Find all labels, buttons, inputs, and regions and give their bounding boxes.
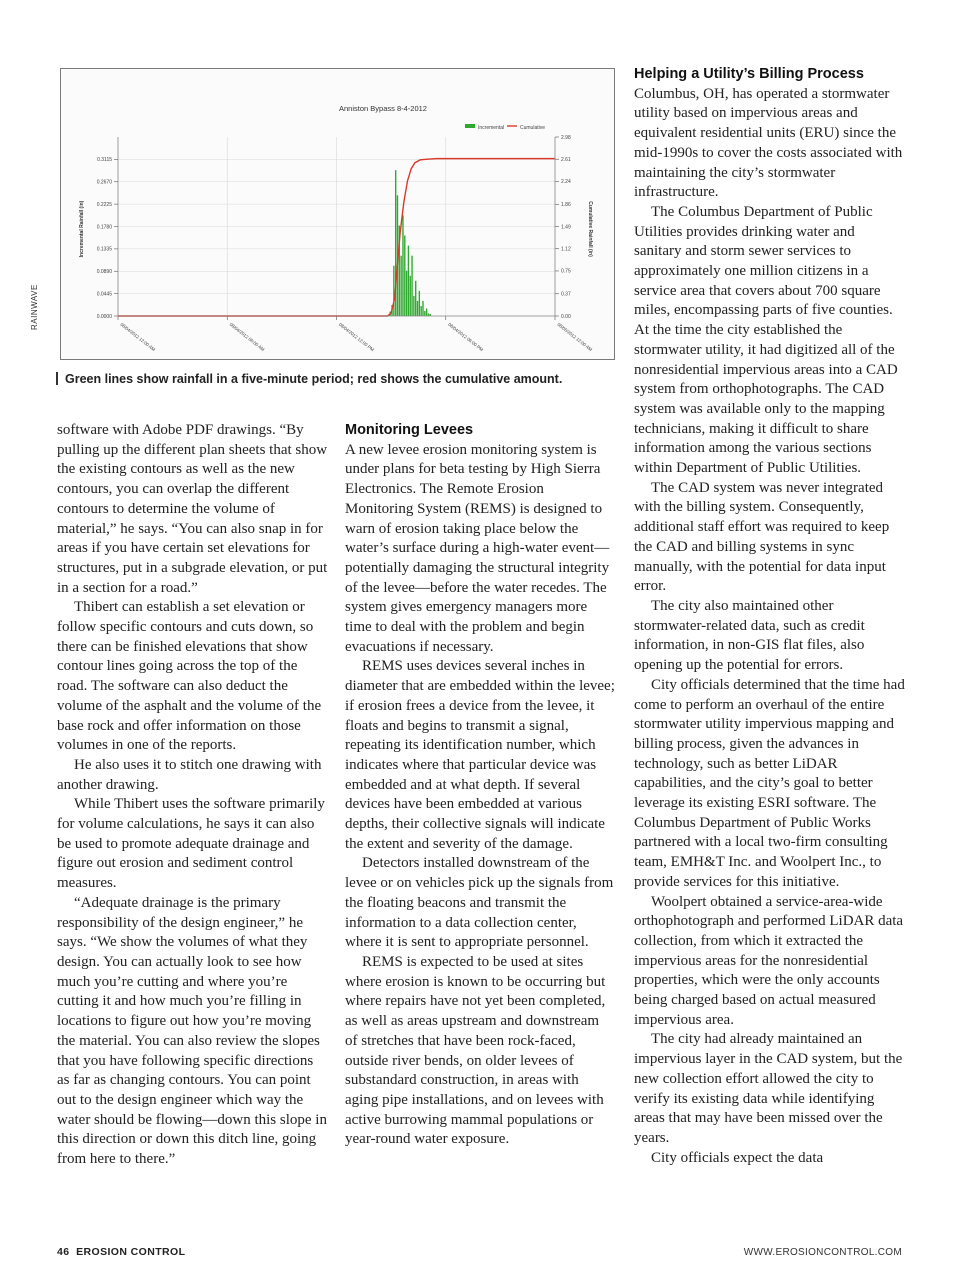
y2-tick-label: 0.75 bbox=[561, 268, 571, 275]
rainfall-bar bbox=[422, 301, 423, 316]
chart-legend bbox=[465, 124, 545, 131]
paragraph: REMS uses devices several inches in diameter that are embedded within the levee; if erosion frees a device from the levee, it floats and begins to transmit a signal, repeating its identification number, which indicates where that particular device was embedded and at what depth. If several devices have been embedded at various depths, their collective signals will indicate the extent and severity of the damage. bbox=[345, 658, 615, 852]
paragraph: The city also maintained other stormwater-related data, such as credit information, in non-GIS flat files, also opening up the potential for errors. bbox=[634, 597, 865, 674]
paragraph: Woolpert obtained a service-area-wide orthophotograph and performed LiDAR data collection, from which it extracted the impervious areas for the nonresidential properties, which were the only accounts being charged based on actual measured impervious area. bbox=[634, 893, 904, 1028]
y2-tick-label: 0.37 bbox=[561, 291, 571, 298]
paragraph: Columbus, OH, has operated a stormwater utility based on impervious areas and equivalent residential units (ERU) since the mid-1990s to cover the costs associated with maintaining the city’s stormwater infrastructure. bbox=[634, 85, 903, 201]
figure-caption bbox=[56, 372, 562, 386]
rainfall-bar bbox=[410, 276, 411, 316]
x-axis-ticks bbox=[118, 313, 594, 353]
chart-canvas bbox=[61, 69, 613, 358]
x-tick-label: 08/04/2012 06:00 AM bbox=[228, 321, 266, 353]
rainfall-bar bbox=[420, 306, 421, 316]
rainfall-bar bbox=[408, 246, 409, 316]
y-axis-ticks bbox=[97, 157, 118, 320]
rainfall-bar bbox=[402, 215, 403, 316]
y2-tick-label: 0.00 bbox=[561, 313, 571, 320]
chart-grid bbox=[118, 137, 555, 316]
magazine-name: EROSION CONTROL bbox=[76, 1246, 186, 1258]
paragraph: Detectors installed downstream of the levee or on vehicles pick up the signals from the floating beacons and transmit the information to a data collection center, where it is sent to appropriate personnel. bbox=[345, 855, 614, 951]
rainfall-bar bbox=[413, 296, 414, 316]
rainfall-bar bbox=[404, 236, 405, 316]
chart-title: Anniston Bypass 8-4-2012 bbox=[339, 104, 427, 113]
y-tick-label: 0.1780 bbox=[96, 224, 112, 231]
x-tick-label: 08/04/2012 06:00 PM bbox=[447, 321, 485, 353]
rainfall-bar bbox=[426, 308, 427, 316]
paragraph: City officials determined that the time had come to perform an overhaul of the entire stormwater utility impervious mapping and billing process, given the advances in technology, such as better LiDAR capabilities, and the city’s goal to better leverage its existing ESRI software. The Columbus Department of Public Works partnered with a local two-firm consulting team, EMH&T Inc. and Woolpert Inc., to provide services for this initiative. bbox=[634, 676, 905, 890]
rainfall-bar bbox=[411, 256, 412, 316]
page-number: 46 bbox=[57, 1246, 70, 1258]
paragraph: The Columbus Department of Public Utilities provides drinking water and sanitary and storm sewer services to approximately one million citizens in a service area that covers about 700 square miles, encompassing parts of five counties. At the time the city established the stormwater utility, it had digitized all of the nonresidential impervious areas into a CAD system from orthophotographs. The CAD system was available only to the mapping technicians, making it difficult to share information among the various sections within Department of Public Utilities. bbox=[634, 203, 898, 477]
paragraph: While Thibert uses the software primarily for volume calculations, he says it can also be used to promote adequate drainage and figure out erosion and sediment control measures. bbox=[57, 796, 325, 892]
incremental-bars bbox=[388, 170, 431, 316]
paragraph: The CAD system was never integrated with the billing system. Consequently, additional staff effort was required to keep the CAD and billing systems in sync manually, with the potential for data input error. bbox=[634, 479, 890, 595]
y-axis-label: Incremental Rainfall (in) bbox=[79, 200, 85, 258]
x-tick-label: 08/04/2012 12:00 PM bbox=[337, 321, 375, 353]
legend-swatch-incremental bbox=[465, 124, 475, 128]
rainfall-bar bbox=[400, 256, 401, 316]
section-heading-billing-process: Helping a Utility’s Billing Process bbox=[634, 66, 864, 82]
y2-tick-label: 1.49 bbox=[561, 224, 571, 231]
y2-tick-label: 2.24 bbox=[561, 179, 571, 186]
article-column-1 bbox=[57, 421, 329, 1170]
y-tick-label: 0.0000 bbox=[96, 313, 112, 320]
rainfall-bar bbox=[393, 266, 394, 316]
photo-credit: RAINWAVE bbox=[30, 284, 39, 330]
x-tick-label: 08/04/2012 12:00 AM bbox=[119, 321, 157, 353]
y2-tick-label: 2.61 bbox=[561, 157, 571, 164]
y2-axis-label: Cumulative Rainfall (in) bbox=[587, 201, 593, 257]
caption-text: Green lines show rainfall in a five-minute period; red shows the cumulative amount. bbox=[65, 372, 563, 386]
caption-bar bbox=[56, 372, 58, 385]
y-tick-label: 0.0890 bbox=[96, 269, 112, 276]
paragraph: The city had already maintained an impervious layer in the CAD system, but the new collection effort allowed the city to verify its existing data while identifying areas that may have been missed over the years. bbox=[634, 1031, 903, 1146]
article-column-2 bbox=[345, 421, 615, 1150]
paragraph: A new levee erosion monitoring system is under plans for beta testing by High Sierra Electronics. The Remote Erosion Monitoring System (REMS) is designed to warn of erosion taking place below the water’s surface during a high-water event—potentially damaging the structural integrity of the levee—before the water recedes. The system gives emergency managers more time to deal with the problem and begin evacuations if necessary. bbox=[345, 441, 610, 655]
paragraph: He also uses it to stitch one drawing with another drawing. bbox=[57, 756, 322, 793]
paragraph: software with Adobe PDF drawings. “By pulling up the different plan sheets that show the existing contours as well as the new contours, you can overlap the different contours to determine the volume of material,” he says. “You can also snap in for areas if you have certain set elevations for structures, put in a subgrade elevation, or put in a section for a road.” bbox=[57, 422, 328, 596]
rainfall-chart bbox=[60, 68, 615, 360]
paragraph: REMS is expected to be used at sites where erosion is known to be occurring but where repairs have not yet been completed, as well as areas upstream and downstream of stretches that have been rock-faced, outside river bends, on older levees of substandard construction, in areas with aging pipe installations, and on levees with active burrowing mammal populations or year-round water exposure. bbox=[345, 953, 606, 1148]
legend-label-cumulative: Cumulative bbox=[520, 125, 546, 131]
y-tick-label: 0.0445 bbox=[96, 291, 112, 298]
article-column-3 bbox=[634, 65, 906, 1168]
footer-website: WWW.EROSIONCONTROL.COM bbox=[743, 1247, 902, 1258]
rainfall-bar bbox=[417, 301, 418, 316]
rainfall-bar bbox=[415, 281, 416, 316]
section-heading-monitoring-levees: Monitoring Levees bbox=[345, 422, 474, 438]
footer-folio bbox=[57, 1246, 185, 1258]
paragraph: City officials expect the data bbox=[651, 1149, 824, 1166]
y-tick-label: 0.2225 bbox=[96, 201, 112, 208]
y-tick-label: 0.2670 bbox=[96, 179, 112, 186]
x-tick-label: 08/05/2012 12:00 AM bbox=[556, 321, 594, 353]
y2-axis-ticks bbox=[555, 135, 571, 320]
y2-tick-label: 1.86 bbox=[561, 202, 571, 209]
rainfall-bar bbox=[419, 291, 420, 316]
legend-label-incremental: Incremental bbox=[478, 125, 505, 131]
rainfall-bar bbox=[406, 271, 407, 316]
paragraph: Thibert can establish a set elevation or follow specific contours and cuts down, so there can be finished elevations that show contour lines going across the top of the road. The software can also deduct the volume of the asphalt and the volume of the base rock and offer information on those volumes in one of the reports. bbox=[57, 599, 322, 754]
y-tick-label: 0.1335 bbox=[96, 246, 112, 253]
y-tick-label: 0.3115 bbox=[97, 157, 112, 164]
rainfall-bar bbox=[424, 311, 425, 316]
y2-tick-label: 1.12 bbox=[561, 246, 571, 253]
paragraph: “Adequate drainage is the primary responsibility of the design engineer,” he says. “We show the volumes of what they design. You can actually look to see how much you’re cutting and where you’re cutting it and how much you’re filling in locations to figure out how you’re moving the material. You can also review the slopes that you have following specific directions as far as changing contours. You can point out to the design engineer which way the water should be flowing—down this slope in this direction or down this ditch line, going from here to there.” bbox=[57, 894, 327, 1168]
y2-tick-label: 2.98 bbox=[561, 134, 571, 141]
